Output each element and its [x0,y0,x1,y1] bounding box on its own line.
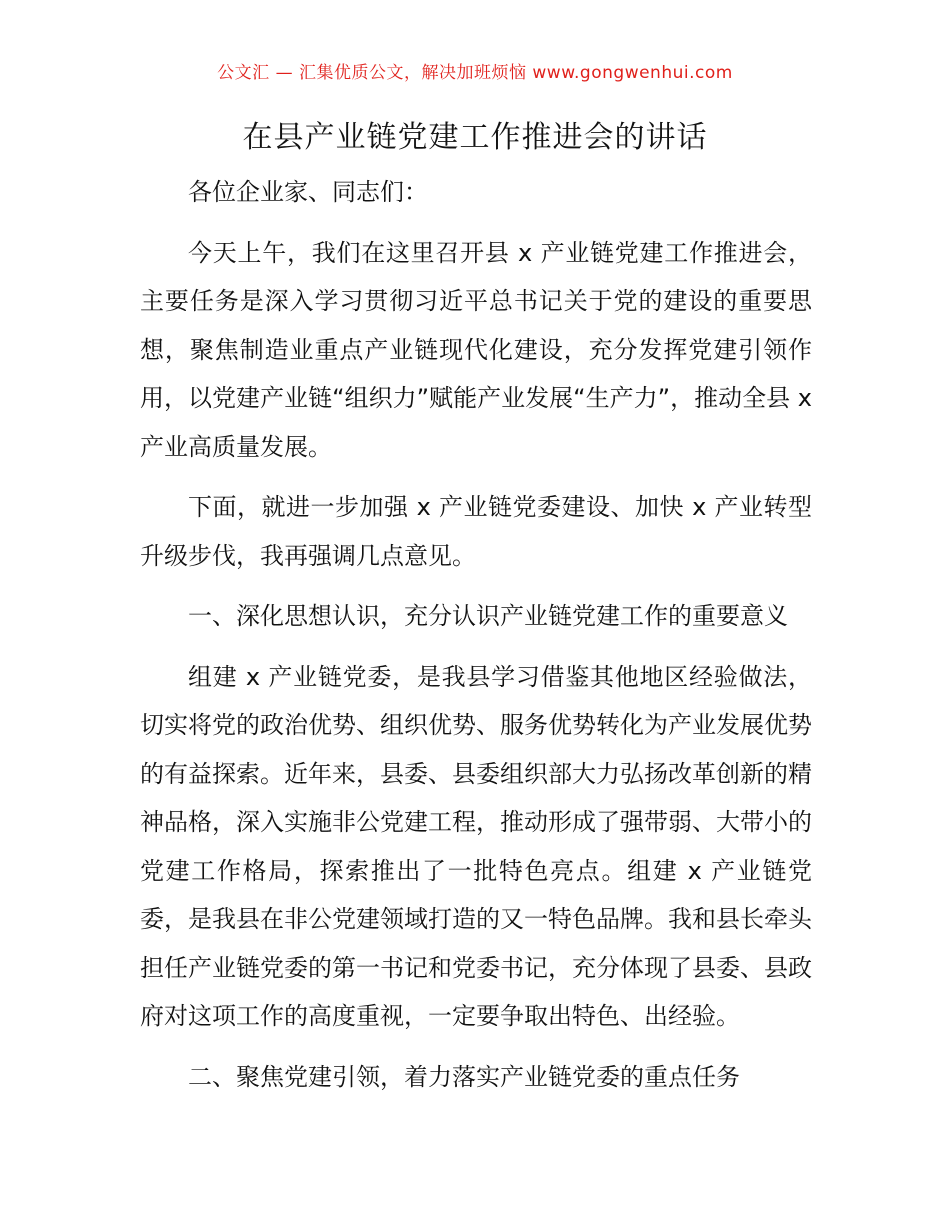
paragraph-section-1: 组建 x 产业链党委，是我县学习借鉴其他地区经验做法，切实将党的政治优势、组织优势、服务优势转化为产业发展优势的有益探索。近年来，县委、县委组织部大力弘扬改革创新的精神品格，深入实施非公党建工程，推动形成了强带弱、大带小的党建工作格局，探索推出了一批特色亮点。组建 x 产业链党委，是我县在非公党建领域打造的又一特色品牌。我和县长牵头担任产业链党委的第一书记和党委书记，充分体现了县委、县政府对这项工作的高度重视，一定要争取出特色、出经验。 [140,662,812,1030]
paragraph-intro: 今天上午，我们在这里召开县 x 产业链党建工作推进会，主要任务是深入学习贯彻习近平总书记关于党的建设的重要思想，聚焦制造业重点产业链现代化建设，充分发挥党建引领作用，以党建产业链“组织力”赋能产业发展“生产力”，推动全县 x 产业高质量发展。 [140,238,812,461]
section-heading-1: 一、深化思想认识，充分认识产业链党建工作的重要意义 [188,602,788,630]
page-title: 在县产业链党建工作推进会的讲话 [242,120,708,155]
document-body [140,168,812,1113]
watermark-banner: 公文汇 — 汇集优质公文，解决加班烦恼 www.gongwenhui.com [217,63,733,83]
paragraph-transition: 下面，就进一步加强 x 产业链党委建设、加快 x 产业转型升级步伐，我再强调几点意见。 [140,493,812,570]
section-heading-2: 二、聚焦党建引领，着力落实产业链党委的重点任务 [188,1062,740,1091]
salutation: 各位企业家、同志们： [188,178,428,206]
